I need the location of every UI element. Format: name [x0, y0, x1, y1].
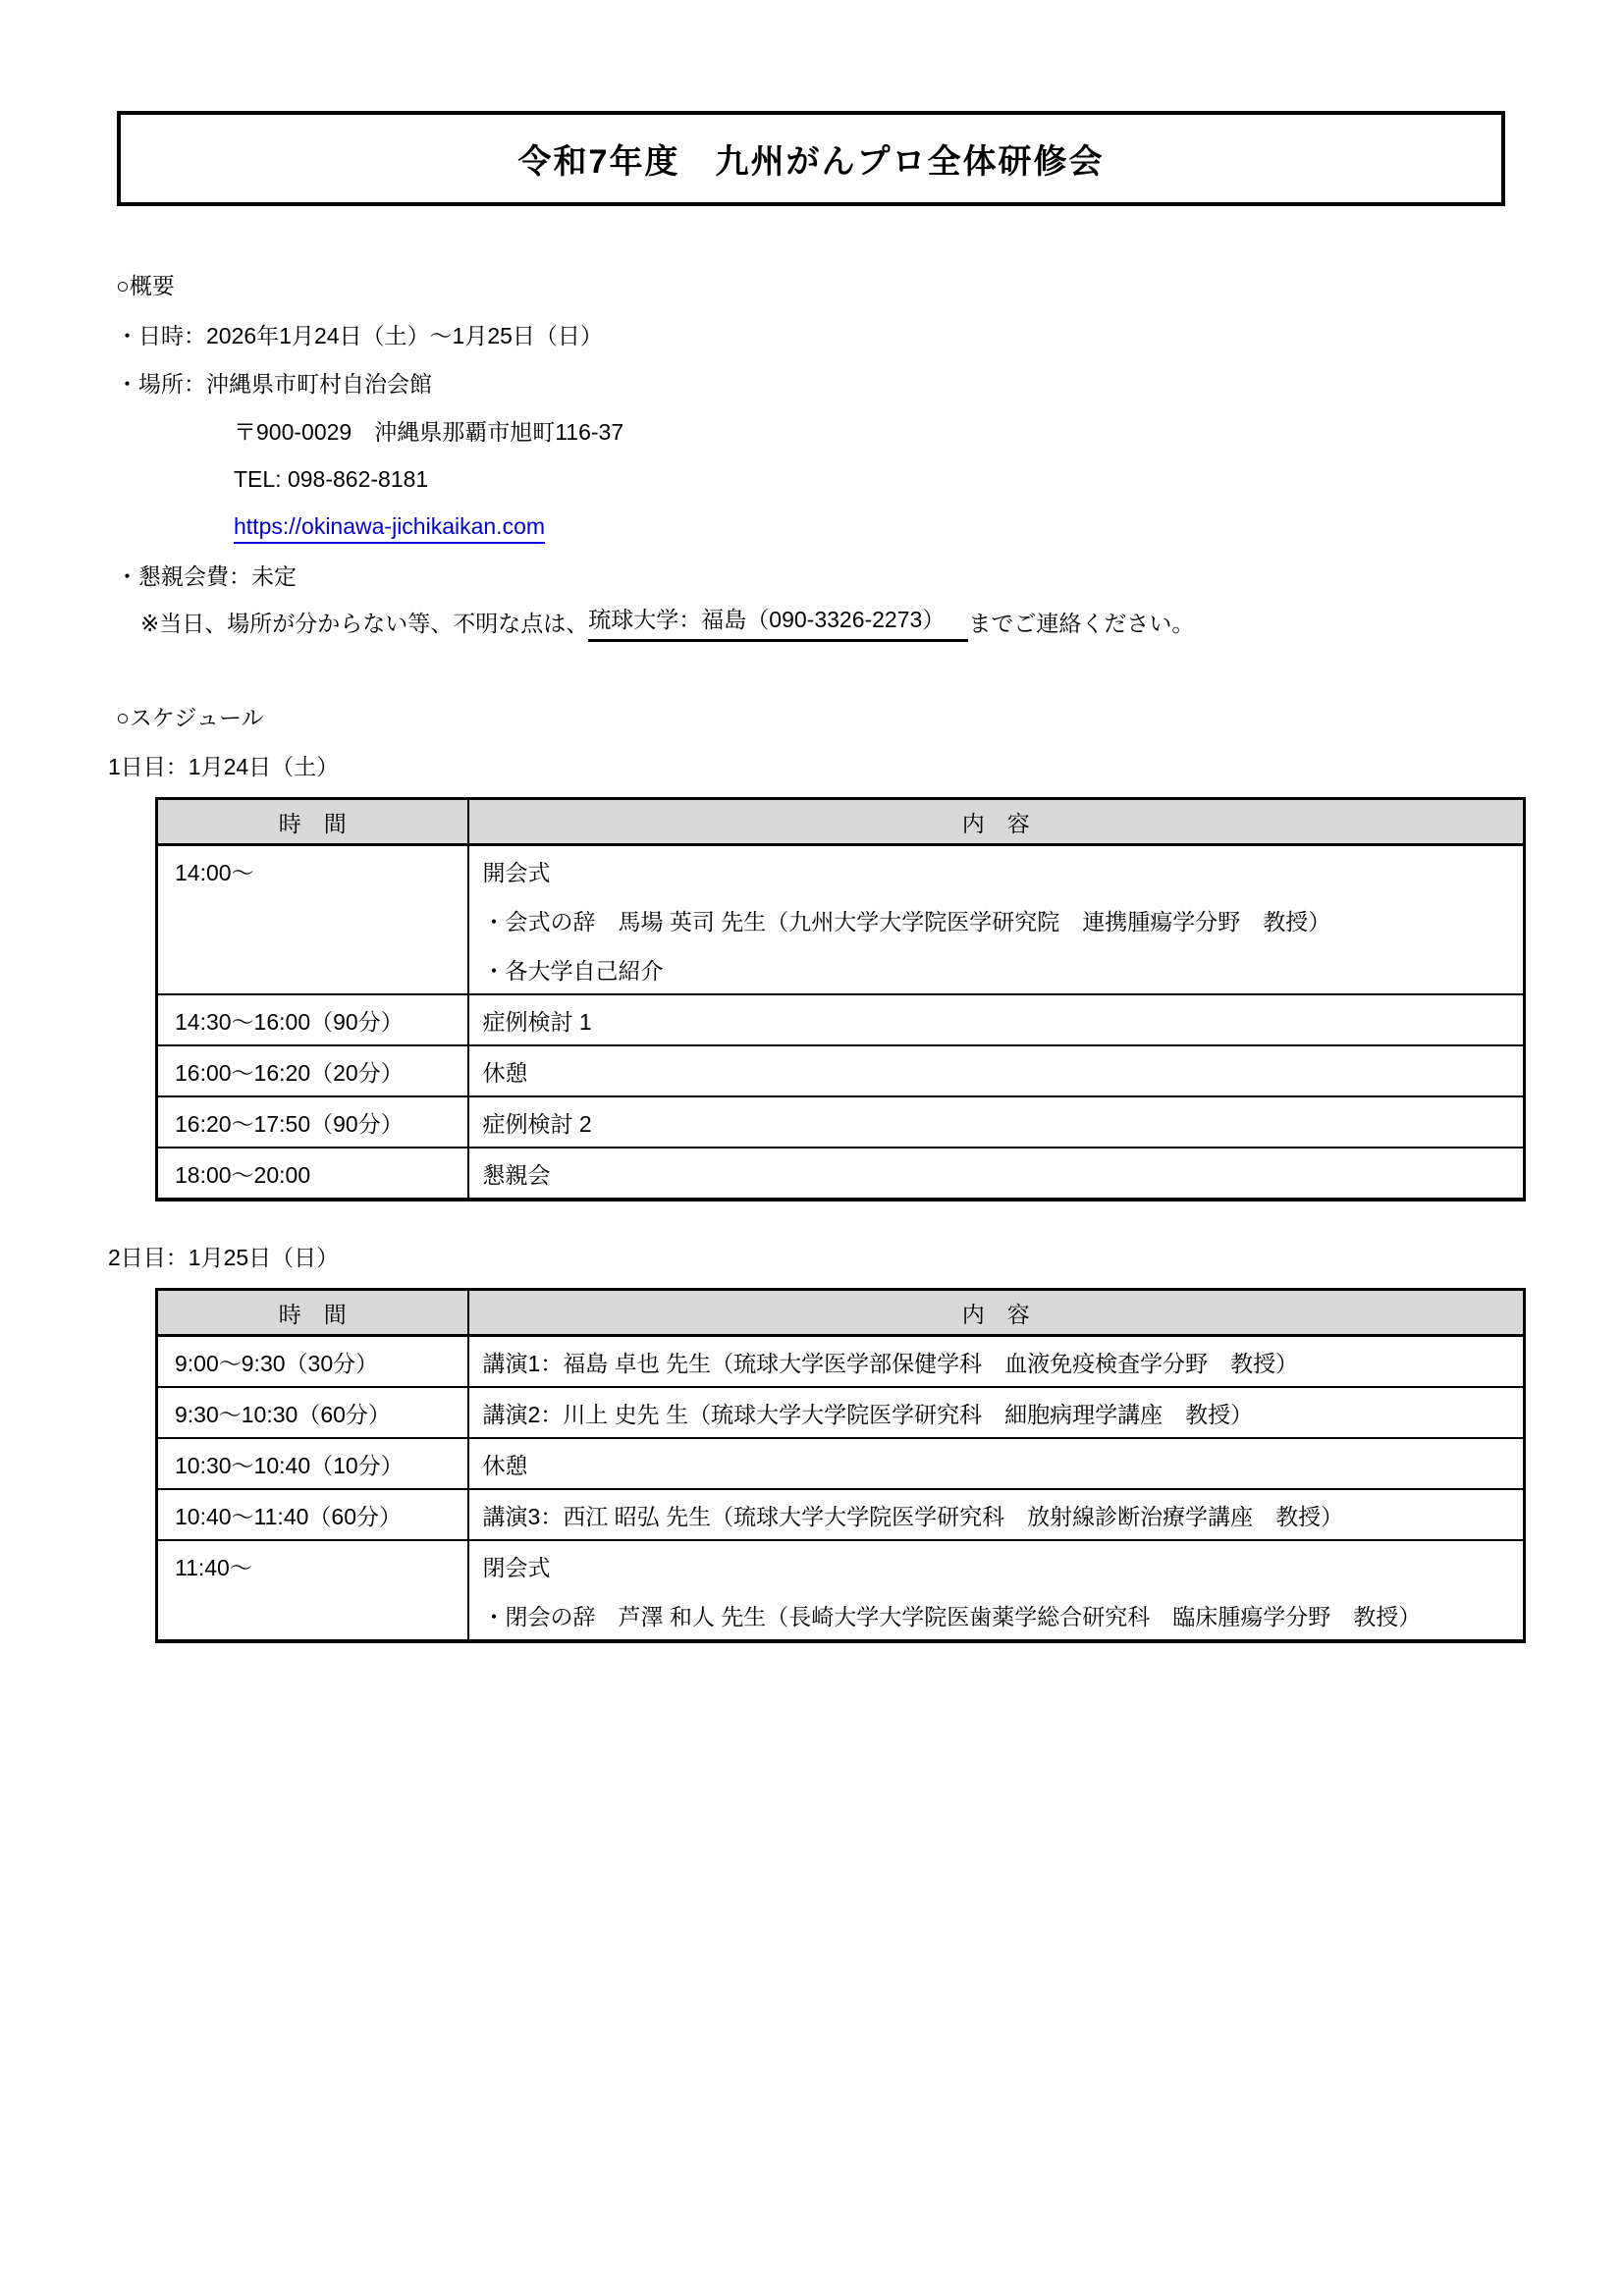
table-header-row — [157, 799, 1525, 845]
table-row — [157, 1336, 1525, 1388]
table-row — [157, 1096, 1525, 1148]
day1-schedule-table — [155, 797, 1526, 1201]
day2-row0-time: 9:00～9:30（30分） — [175, 1350, 379, 1376]
day1-row3-line0: 症例検討 2 — [482, 1110, 592, 1137]
day1-row4-line0: 懇親会 — [482, 1161, 551, 1188]
day2-row2-line0: 休憩 — [482, 1452, 528, 1478]
table-row — [157, 1489, 1525, 1540]
day1-col-header-content: 内 容 — [468, 799, 1525, 845]
day1-row1-line0: 症例検討 1 — [482, 1008, 592, 1035]
table-header-row — [157, 1290, 1525, 1336]
table-row — [157, 1438, 1525, 1489]
day1-row2-time: 16:00～16:20（20分） — [175, 1059, 404, 1086]
day1-row0-time: 14:00～ — [175, 859, 254, 885]
day2-col-header-time: 時 間 — [157, 1290, 468, 1336]
day2-label: 2日目：1月25日（日） — [108, 1244, 340, 1270]
day1-row2-line0: 休憩 — [482, 1059, 528, 1086]
venue-website-link[interactable]: https://okinawa-jichikaikan.com — [234, 513, 545, 544]
table-row — [157, 1387, 1525, 1438]
day2-row1-line0: 講演2：川上 史先 生（琉球大学大学院医学研究科 細胞病理学講座 教授） — [482, 1401, 1254, 1427]
day2-row4-line0: 閉会式 — [482, 1554, 551, 1580]
day1-row0-line0: 開会式 — [482, 859, 551, 885]
day1-row0-line1: ・会式の辞 馬場 英司 先生（九州大学大学院医学研究院 連携腫瘍学分野 教授） — [482, 908, 1331, 934]
day1-row1-time: 14:30～16:00（90分） — [175, 1008, 404, 1035]
title-box — [117, 111, 1505, 206]
day2-row0-line0: 講演1：福島 卓也 先生（琉球大学医学部保健学科 血液免疫検査学分野 教授） — [482, 1350, 1299, 1376]
overview-note — [140, 605, 1194, 638]
day1-col-header-time: 時 間 — [157, 799, 468, 845]
day1-row4-time: 18:00～20:00 — [175, 1161, 311, 1188]
overview-datetime: ・日時：2026年1月24日（土）～1月25日（日） — [116, 322, 603, 348]
note-suffix: までご連絡ください。 — [968, 610, 1195, 636]
table-row — [157, 845, 1525, 995]
day1-row3-time: 16:20～17:50（90分） — [175, 1110, 404, 1137]
table-row — [157, 994, 1525, 1045]
overview-place: ・場所：沖縄県市町村自治会館 — [116, 370, 432, 397]
overview-postal-address: 〒900-0029 沖縄県那覇市旭町116-37 — [234, 418, 624, 445]
schedule-heading: ○スケジュール — [116, 704, 264, 730]
day2-schedule-table — [155, 1288, 1526, 1643]
table-row — [157, 1540, 1525, 1641]
day2-row4-line1: ・閉会の辞 芦澤 和人 先生（長崎大学大学院医歯薬学総合研究科 臨床腫瘍学分野 教授） — [482, 1603, 1422, 1629]
page-title: 令和7年度 九州がんプロ全体研修会 — [517, 143, 1105, 181]
day2-row3-line0: 講演3：西江 昭弘 先生（琉球大学大学院医学研究科 放射線診断治療学講座 教授） — [482, 1503, 1344, 1529]
day2-row2-time: 10:30～10:40（10分） — [175, 1452, 404, 1478]
day2-row1-time: 9:30～10:30（60分） — [175, 1401, 391, 1427]
day2-row4-time: 11:40～ — [175, 1554, 252, 1580]
overview-party-fee: ・懇親会費：未定 — [116, 562, 297, 589]
day1-label: 1日目：1月24日（土） — [108, 753, 340, 779]
overview-heading: ○概要 — [116, 272, 175, 298]
day1-row0-line2: ・各大学自己紹介 — [482, 957, 664, 984]
note-contact: 琉球大学：福島（090-3326-2273） — [588, 602, 968, 642]
day2-col-header-content: 内 容 — [468, 1290, 1525, 1336]
overview-tel: TEL: 098-862-8181 — [234, 465, 429, 492]
day2-row3-time: 10:40～11:40（60分） — [175, 1503, 402, 1529]
table-row — [157, 1148, 1525, 1200]
overview-url-line — [234, 511, 545, 545]
table-row — [157, 1045, 1525, 1096]
note-prefix: ※当日、場所が分からない等、不明な点は、 — [140, 610, 589, 636]
